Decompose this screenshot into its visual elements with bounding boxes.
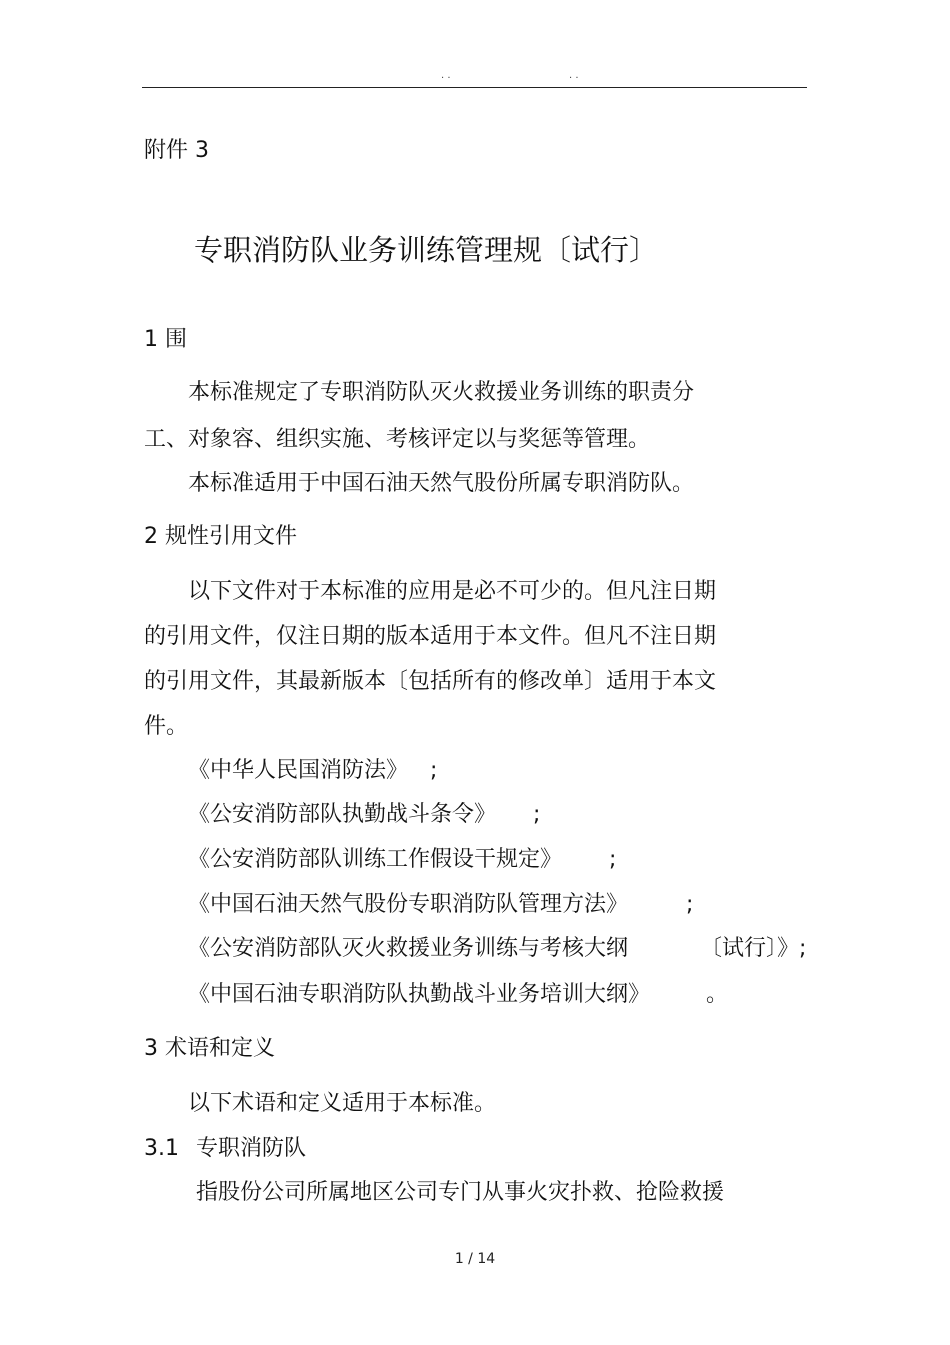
reference-item-4: 《中国石油天然气股份专职消防队管理方法》 [188,892,629,917]
section-2-heading: 2 规性引用文件 [144,524,297,549]
page-header [0,70,950,84]
document-title: 专职消防队业务训练管理规〔试行〕 [194,233,659,267]
section-2-paragraph-line-1: 以下文件对于本标准的应用是必不可少的。但凡注日期 [188,579,717,604]
reference-item-4-end: ; [686,892,694,917]
header-dots-right: . . [569,70,579,81]
section-1-heading: 1 围 [144,327,187,352]
section-3-1-number: 3.1 [144,1136,179,1161]
reference-item-6-end: 。 [706,982,729,1007]
section-3-1-title: 专职消防队 [196,1136,307,1161]
reference-item-3-end: ; [609,847,617,872]
reference-item-5-end: 〔试行〕》; [700,936,807,961]
section-1-paragraph-2: 本标准适用于中国石油天然气股份所属专职消防队。 [188,471,695,496]
reference-item-5: 《公安消防部队灭火救援业务训练与考核大纲 [188,936,629,961]
attachment-label: 附件 3 [144,138,209,163]
reference-item-3: 《公安消防部队训练工作假设干规定》 [188,847,563,872]
page-number: 1 / 14 [454,1251,496,1267]
section-2-paragraph-line-4: 件。 [144,714,189,739]
section-1-paragraph-1-line-2: 工、对象容、组织实施、考核评定以与奖惩等管理。 [144,427,651,452]
reference-item-2: 《公安消防部队执勤战斗条令》 [188,802,497,827]
reference-item-1-end: ; [430,758,438,783]
header-rule [142,87,807,88]
section-2-paragraph-line-2: 的引用文件，仅注日期的版本适用于本文件。但凡不注日期 [144,624,717,649]
section-3-heading: 3 术语和定义 [144,1036,275,1061]
header-dots-left: . . [441,70,451,81]
reference-item-6: 《中国石油专职消防队执勤战斗业务培训大纲》 [188,982,651,1007]
section-3-1-paragraph: 指股份公司所属地区公司专门从事火灾扑救、抢险救援 [196,1180,725,1205]
reference-item-2-end: ; [533,802,541,827]
section-2-paragraph-line-3: 的引用文件，其最新版本〔包括所有的修改单〕适用于本文 [144,669,717,694]
section-1-paragraph-1-line-1: 本标准规定了专职消防队灭火救援业务训练的职责分 [188,380,695,405]
reference-item-1: 《中华人民国消防法》 [188,758,409,783]
section-3-paragraph: 以下术语和定义适用于本标准。 [188,1091,497,1116]
